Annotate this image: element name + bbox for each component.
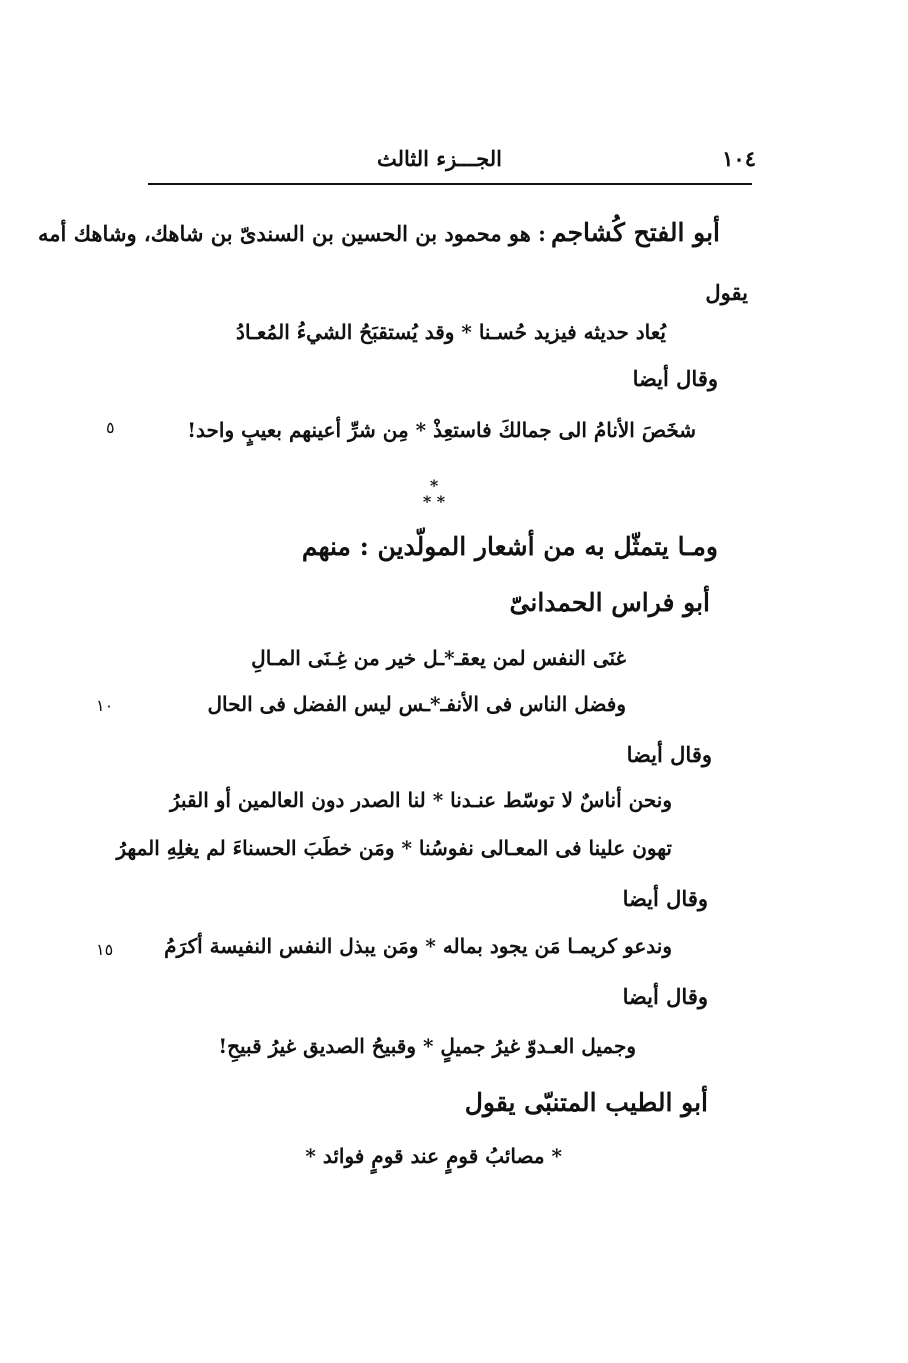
verse-abu-firas-3: ونحن أناسٌ لا توسّط عنـدنا * لنا الصدر دون العالمين أو القبرُ	[169, 788, 672, 812]
also-said-1: وقال أيضا	[632, 366, 718, 391]
margin-number-5: ٥	[106, 418, 115, 437]
margin-number-15: ١٥	[96, 940, 114, 959]
running-title: الجـــزء الثالث	[376, 146, 502, 171]
separator-star-bottom: * *	[422, 492, 446, 511]
also-said-2: وقال أيضا	[626, 742, 712, 767]
also-said-4: وقال أيضا	[622, 984, 708, 1009]
verse-mutanabbi-1: * مصائبُ قومٍ عند قومٍ فوائد *	[305, 1144, 562, 1168]
also-said-3: وقال أيضا	[622, 886, 708, 911]
verse-abu-firas-6: وجميل العـدوّ غيرُ جميلٍ * وقبيحُ الصديق غيرُ قبيحِ!	[218, 1034, 636, 1058]
verse-abu-firas-1: غنَى النفس لمن يعقـ*ـل خير من غِـنَى المـالِ	[251, 646, 626, 670]
verse-abu-firas-2: وفضل الناس فى الأنفـ*ـس ليس الفضل فى الحال	[207, 692, 626, 716]
entry-mutanabbi-heading: أبو الطيب المتنبّى يقول	[464, 1088, 708, 1117]
margin-number-10: ١٠	[96, 696, 114, 715]
verse-kushajim-2: شخَصَ الأنامُ الى جمالكَ فاستعِذْ * مِن شرِّ أعينهم بعيبٍ واحد!	[187, 418, 696, 442]
entry-kushajim-intro-line	[38, 218, 720, 247]
section-intro: ومـا يتمثّل به من أشعار المولّدين : منهم	[301, 532, 718, 561]
header-rule	[148, 183, 752, 185]
verse-abu-firas-4: تهون علينا فى المعـالى نفوسُنا * ومَن خطَبَ الحسناءَ لم يغلِهِ المهرُ	[116, 836, 672, 860]
separator-star-top: *	[429, 476, 439, 495]
entry-kushajim-intro-cont: يقول	[705, 280, 748, 305]
entry-abu-firas-heading: أبو فراس الحمدانىّ	[509, 588, 710, 617]
separator-stars	[414, 478, 454, 510]
entry-kushajim-heading: أبو الفتح كُشاجم	[550, 218, 720, 247]
page-number: ١٠٤	[722, 146, 756, 171]
verse-kushajim-1: يُعاد حديثه فيزيد حُسـنا * وقد يُستقبَحُ الشيءُ المُعـادُ	[236, 320, 666, 344]
entry-kushajim-intro: : هو محمود بن الحسين بن السندىّ بن شاهك، وشاهك أمه	[38, 221, 546, 246]
verse-abu-firas-5: وندعو كريمـا مَن يجود بماله * ومَن يبذل النفس النفيسة أكرَمُ	[164, 934, 672, 958]
